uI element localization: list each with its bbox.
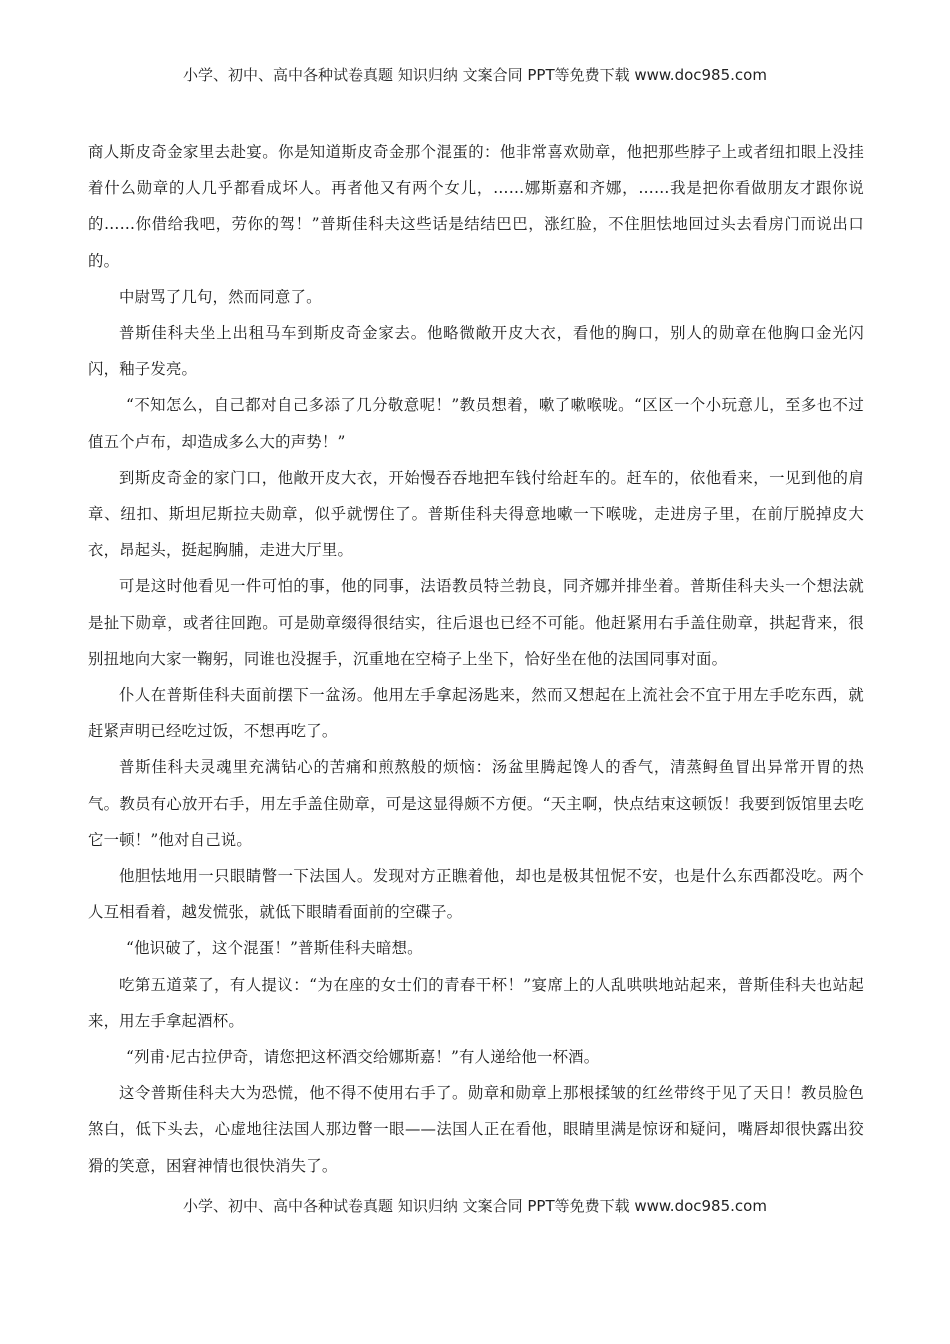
paragraph: “他识破了，这个混蛋！”普斯佳科夫暗想。	[126, 939, 423, 958]
paragraph: 商人斯皮奇金家里去赴宴。你是知道斯皮奇金那个混蛋的：他非常喜欢勋章，他把那些脖子上或者纽扣眼上没挂着什么勋章的人几乎都看成坏人。再者他又有两个女儿，……娜斯嘉和齐娜，……我是把你看做朋友才跟你说的……你借给我吧，劳你的驾！”普斯佳科夫这些话是结结巴巴，涨红脸，不住胆怯地回过头去看房门而说出口的。	[88, 143, 864, 270]
paragraph: 这令普斯佳科夫大为恐慌，他不得不使用右手了。勋章和勋章上那根揉皱的红丝带终于见了天日！教员脸色煞白，低下头去，心虚地往法国人那边瞥一眼——法国人正在看他，眼睛里满是惊讶和疑问，嘴唇却很快露出狡猾的笑意，困窘神情也很快消失了。	[88, 1084, 864, 1175]
paragraph: 普斯佳科夫灵魂里充满钻心的苦痛和煎熬般的烦恼：汤盆里腾起馋人的香气，清蒸鲟鱼冒出异常开胃的热气。教员有心放开右手，用左手盖住勋章，可是这显得颇不方便。“天主啊，快点结束这顿饭！我要到饭馆里去吃它一顿！”他对自己说。	[88, 758, 864, 849]
header-banner: 小学、初中、高中各种试卷真题 知识归纳 文案合同 PPT等免费下载 www.doc985.com	[183, 66, 767, 84]
paragraph: 可是这时他看见一件可怕的事，他的同事，法语教员特兰勃良，同齐娜并排坐着。普斯佳科夫头一个想法就是扯下勋章，或者往回跑。可是勋章缀得很结实，往后退也已经不可能。他赶紧用右手盖住勋章，拱起背来，很别扭地向大家一鞠躬，同谁也没握手，沉重地在空椅子上坐下，恰好坐在他的法国同事对面。	[88, 577, 864, 668]
paragraph: 到斯皮奇金的家门口，他敞开皮大衣，开始慢吞吞地把车钱付给赶车的。赶车的，依他看来，一见到他的肩章、纽扣、斯坦尼斯拉夫勋章，似乎就愣住了。普斯佳科夫得意地嗽一下喉咙，走进房子里，在前厅脱掉皮大衣，昂起头，挺起胸脯，走进大厅里。	[88, 468, 864, 560]
paragraph: 中尉骂了几句，然而同意了。	[119, 287, 322, 306]
paragraph: 吃第五道菜了，有人提议：“为在座的女士们的青春干杯！”宴席上的人乱哄哄地站起来，普斯佳科夫也站起来，用左手拿起酒杯。	[88, 975, 864, 1030]
article-body	[88, 134, 864, 1184]
paragraph: “不知怎么，自己都对自己多添了几分敬意呢！”教员想着，嗽了嗽喉咙。“区区一个小玩意儿，至多也不过值五个卢布，却造成多么大的声势！”	[88, 396, 864, 451]
paragraph: “列甫·尼古拉伊奇，请您把这杯酒交给娜斯嘉！”有人递给他一杯酒。	[126, 1048, 600, 1067]
paragraph: 普斯佳科夫坐上出租马车到斯皮奇金家去。他略微敞开皮大衣，看他的胸口，别人的勋章在他胸口金光闪闪，釉子发亮。	[88, 324, 864, 379]
footer-banner: 小学、初中、高中各种试卷真题 知识归纳 文案合同 PPT等免费下载 www.doc985.com	[183, 1197, 767, 1215]
paragraph: 仆人在普斯佳科夫面前摆下一盆汤。他用左手拿起汤匙来，然而又想起在上流社会不宜于用左手吃东西，就赶紧声明已经吃过饭，不想再吃了。	[88, 686, 864, 741]
paragraph: 他胆怯地用一只眼睛瞥一下法国人。发现对方正瞧着他，却也是极其忸怩不安，也是什么东西都没吃。两个人互相看着，越发慌张，就低下眼睛看面前的空碟子。	[88, 867, 864, 922]
